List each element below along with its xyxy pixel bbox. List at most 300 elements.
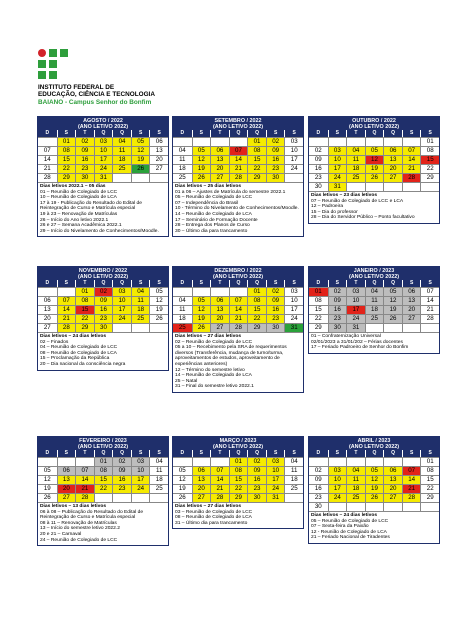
day-cell: 05 <box>365 146 384 155</box>
weekday-header-row <box>309 450 439 457</box>
weekday-label: T <box>210 130 229 137</box>
week-row <box>173 146 303 155</box>
day-cell: 01 <box>75 287 94 296</box>
week-row <box>38 457 168 466</box>
month-notes <box>38 332 168 370</box>
day-cell: 09 <box>112 466 131 475</box>
month-header <box>38 437 168 450</box>
day-cell: 10 <box>328 155 347 164</box>
day-cell <box>131 493 150 502</box>
day-cell: 11 <box>365 296 384 305</box>
day-cell <box>383 502 402 511</box>
day-cell: 29 <box>309 323 328 332</box>
school-days-count: Dias letivos – 27 dias letivos <box>175 334 242 339</box>
event-note: 04 – Reunião de Colegiado de LCC <box>40 345 118 351</box>
day-cell: 05 <box>149 287 168 296</box>
day-cell: 22 <box>420 164 439 173</box>
week-row <box>173 457 303 466</box>
event-note: 10 – Reunião de Colegiado de LCA <box>40 195 117 201</box>
day-cell <box>149 323 168 332</box>
day-cell: 03 <box>266 457 285 466</box>
day-cell: 07 <box>402 466 421 475</box>
day-cell: 03 <box>284 137 303 146</box>
weekday-label: S <box>420 130 439 137</box>
event-note: 06 à 08 – Publicação do Resultado do Edital de Reintegração de Curso e Matrícula especial <box>40 509 144 521</box>
day-cell: 20 <box>38 314 57 323</box>
day-cell: 13 <box>57 475 76 484</box>
day-cell: 26 <box>383 314 402 323</box>
event-note: 26 e 27 – Semana Acadêmica 2022.1 <box>40 223 122 229</box>
day-cell: 28 <box>229 323 248 332</box>
weekday-label: S <box>328 130 347 137</box>
day-cell: 12 <box>38 475 57 484</box>
week-row <box>173 155 303 164</box>
day-cell: 14 <box>210 475 229 484</box>
campus-name: BAIANO - Campus Senhor do Bonfim <box>38 98 152 106</box>
day-cell: 01 <box>420 457 439 466</box>
day-cell: 26 <box>365 173 384 182</box>
day-cell: 28 <box>229 173 248 182</box>
month-calendar <box>308 116 440 224</box>
event-note: 01 – Confraternização Universal <box>311 334 381 339</box>
day-cell: 23 <box>112 484 131 493</box>
weekday-header-row <box>38 450 168 457</box>
day-cell: 27 <box>402 314 421 323</box>
event-note: 14 – Reunião de Colegiado de LCA <box>175 211 252 217</box>
day-cell: 17 <box>284 305 303 314</box>
day-cell: 25 <box>346 493 365 502</box>
day-cell: 27 <box>192 493 211 502</box>
weekday-label: S <box>402 130 421 137</box>
month-calendar <box>172 266 304 393</box>
day-cell: 28 <box>402 493 421 502</box>
event-note: 05 – Reunião de Colegiado de LCC <box>311 518 389 524</box>
day-cell: 23 <box>247 484 266 493</box>
weekday-label: Q <box>383 450 402 457</box>
day-cell: 06 <box>210 296 229 305</box>
event-note: 28 – Dia do Servidor Público – Ponto facultativo <box>311 215 415 221</box>
day-cell: 07 <box>38 146 57 155</box>
day-cell <box>192 137 211 146</box>
day-cell: 30 <box>266 173 285 182</box>
weekday-header-row <box>173 130 303 137</box>
event-note: 21 – Feriado Nacional de Tiradentes <box>311 535 390 541</box>
day-cell <box>112 323 131 332</box>
day-cell: 27 <box>210 173 229 182</box>
event-note: 24 – Reunião de Colegiado de LCC <box>40 537 118 543</box>
month-notes <box>38 502 168 545</box>
day-cell: 21 <box>420 305 439 314</box>
day-cell: 09 <box>247 466 266 475</box>
weekday-label: D <box>38 130 57 137</box>
day-cell: 10 <box>112 296 131 305</box>
day-cell: 22 <box>247 314 266 323</box>
day-cell: 04 <box>131 287 150 296</box>
school-days-count: Dias letivos – 27 dias letivos <box>175 504 242 509</box>
day-cell: 19 <box>365 164 384 173</box>
event-note: 17 – Feriado Padroeiro de Senhor do Bonfim <box>311 345 409 351</box>
school-days-count: Dias letivos – 23 dias letivos <box>311 193 378 198</box>
day-cell: 26 <box>38 493 57 502</box>
weekday-label: S <box>149 450 168 457</box>
month-notes <box>309 511 439 543</box>
week-row <box>38 484 168 493</box>
day-cell: 01 <box>57 137 76 146</box>
day-cell: 29 <box>247 173 266 182</box>
day-cell: 07 <box>229 296 248 305</box>
day-cell: 21 <box>229 314 248 323</box>
event-note: 15 – Dia do professor <box>311 209 358 215</box>
day-cell: 29 <box>420 493 439 502</box>
month-title: FEVEREIRO / 2023 <box>79 437 127 444</box>
day-cell: 16 <box>309 484 328 493</box>
day-cell: 23 <box>266 314 285 323</box>
day-cell: 19 <box>383 305 402 314</box>
weekday-label: T <box>210 450 229 457</box>
day-cell: 10 <box>346 296 365 305</box>
month-calendar <box>172 436 304 529</box>
day-cell: 21 <box>402 164 421 173</box>
day-cell: 23 <box>309 493 328 502</box>
weekday-label: S <box>149 130 168 137</box>
event-note: 01 – Reunião de Colegiado de LCC <box>40 189 118 195</box>
day-cell: 22 <box>94 484 113 493</box>
month-title: NOVEMBRO / 2022 <box>78 267 128 274</box>
day-cell: 22 <box>247 164 266 173</box>
weekday-label: D <box>173 280 192 287</box>
day-cell: 04 <box>173 296 192 305</box>
day-cell <box>173 287 192 296</box>
weekday-label: Q <box>247 450 266 457</box>
event-note: 02 – Reunião de Colegiado de LCC <box>175 339 253 345</box>
day-cell <box>57 287 76 296</box>
day-cell: 17 <box>112 305 131 314</box>
day-cell <box>173 137 192 146</box>
day-cell: 28 <box>38 173 57 182</box>
weekday-label: S <box>131 280 150 287</box>
day-cell <box>309 457 328 466</box>
day-cell: 08 <box>247 146 266 155</box>
event-note: 08 – Reunião de Colegiado de LCA <box>175 515 252 521</box>
week-row <box>173 475 303 484</box>
day-cell: 18 <box>112 155 131 164</box>
day-cell: 16 <box>309 164 328 173</box>
event-note: 15 – Proclamação da República <box>40 356 110 362</box>
event-note: 03 – Reunião de Colegiado de LCC <box>175 509 253 515</box>
day-cell <box>38 287 57 296</box>
weekday-label: D <box>309 280 328 287</box>
event-note: 05 a 10 – Recebimento pela SRA de requerimentos diversos (Transferência, mudança de turno/turma, aproveitamentos de estudos, aproveitamento de experiências anteriores) <box>175 345 287 367</box>
weekday-label: Q <box>94 130 113 137</box>
month-subtitle: (ANO LETIVO 2022) <box>77 273 129 280</box>
weekday-label: S <box>402 280 421 287</box>
day-cell: 05 <box>192 296 211 305</box>
day-cell: 10 <box>284 296 303 305</box>
week-row <box>173 296 303 305</box>
day-cell: 16 <box>266 305 285 314</box>
school-days-count: Dias letivos – 25 dias letivos <box>175 184 242 189</box>
day-cell: 04 <box>112 137 131 146</box>
day-cell <box>402 323 421 332</box>
day-cell: 08 <box>309 296 328 305</box>
weekday-label: Q <box>383 280 402 287</box>
week-row <box>309 287 439 296</box>
day-cell: 09 <box>266 146 285 155</box>
week-row <box>173 493 303 502</box>
weekday-label: Q <box>112 450 131 457</box>
month-notes <box>173 502 303 528</box>
day-cell: 02 <box>309 466 328 475</box>
day-cell <box>328 457 347 466</box>
day-cell: 23 <box>75 164 94 173</box>
day-cell: 11 <box>284 466 303 475</box>
day-cell: 05 <box>383 287 402 296</box>
weekday-label: T <box>75 280 94 287</box>
weekday-label: D <box>309 130 328 137</box>
day-cell <box>38 137 57 146</box>
weekday-label: Q <box>365 280 384 287</box>
week-row <box>309 323 439 332</box>
day-cell: 21 <box>57 314 76 323</box>
day-cell: 14 <box>402 475 421 484</box>
day-cell: 27 <box>38 323 57 332</box>
day-cell: 02 <box>328 287 347 296</box>
month-title: SETEMBRO / 2022 <box>214 117 262 124</box>
day-cell: 18 <box>149 475 168 484</box>
week-row <box>173 484 303 493</box>
day-cell: 26 <box>149 314 168 323</box>
event-note: 19 à 23 – Renovação de Matrículas <box>40 211 118 217</box>
day-cell: 30 <box>328 323 347 332</box>
week-row <box>309 182 439 191</box>
day-cell <box>112 173 131 182</box>
week-row <box>173 305 303 314</box>
day-cell <box>402 457 421 466</box>
month-header <box>38 117 168 130</box>
week-row <box>38 155 168 164</box>
month-subtitle: (ANO LETIVO 2022) <box>212 273 264 280</box>
day-cell: 27 <box>383 173 402 182</box>
day-cell: 03 <box>112 287 131 296</box>
day-cell: 25 <box>173 323 192 332</box>
school-days-count: Dias letivos – 24 dias letivos <box>40 334 107 339</box>
weekday-label: Q <box>112 280 131 287</box>
day-cell: 05 <box>131 137 150 146</box>
day-cell: 28 <box>420 314 439 323</box>
month-subtitle: (ANO LETIVO 2022) <box>212 443 264 450</box>
day-cell: 12 <box>383 296 402 305</box>
day-cell: 08 <box>75 296 94 305</box>
week-row <box>38 305 168 314</box>
day-cell: 10 <box>94 146 113 155</box>
day-cell: 05 <box>173 466 192 475</box>
week-row <box>309 466 439 475</box>
day-cell: 01 <box>94 457 113 466</box>
week-row <box>38 287 168 296</box>
day-cell: 31 <box>328 182 347 191</box>
day-cell: 04 <box>365 287 384 296</box>
day-cell: 31 <box>94 173 113 182</box>
day-cell: 02 <box>309 146 328 155</box>
day-cell: 25 <box>365 314 384 323</box>
day-cell: 11 <box>346 475 365 484</box>
weekday-label: D <box>173 130 192 137</box>
month-title: DEZEMBRO / 2022 <box>214 267 262 274</box>
weekday-label: S <box>57 450 76 457</box>
weekday-header-row <box>38 130 168 137</box>
day-cell: 22 <box>75 314 94 323</box>
day-cell: 16 <box>328 305 347 314</box>
day-cell <box>75 457 94 466</box>
day-cell: 26 <box>192 323 211 332</box>
event-note: 28 – Entrega dos Planos de Curso <box>175 223 250 229</box>
day-cell: 30 <box>75 173 94 182</box>
weekday-label: D <box>38 450 57 457</box>
day-cell: 11 <box>346 155 365 164</box>
day-cell: 04 <box>346 466 365 475</box>
weekday-header-row <box>38 280 168 287</box>
day-cell: 01 <box>247 137 266 146</box>
day-cell: 24 <box>266 484 285 493</box>
day-cell: 14 <box>57 305 76 314</box>
event-note: 07 – Sexta-feira da Paixão <box>311 524 369 530</box>
day-cell: 07 <box>402 146 421 155</box>
day-cell <box>420 502 439 511</box>
week-row <box>38 296 168 305</box>
day-cell: 30 <box>266 323 285 332</box>
month-notes <box>309 191 439 223</box>
month-calendar <box>308 266 440 354</box>
day-cell <box>173 457 192 466</box>
month-subtitle: (ANO LETIVO 2022) <box>212 123 264 130</box>
day-cell: 02 <box>266 137 285 146</box>
month-header <box>309 437 439 450</box>
weekday-label: S <box>131 450 150 457</box>
day-cell: 11 <box>112 146 131 155</box>
day-cell: 19 <box>365 484 384 493</box>
day-cell: 08 <box>247 296 266 305</box>
day-cell: 25 <box>112 164 131 173</box>
weekday-label: T <box>346 450 365 457</box>
week-row <box>309 502 439 511</box>
event-note: 31 – Último dia para trancamento <box>175 520 248 526</box>
day-cell: 05 <box>38 466 57 475</box>
event-note: 01 a 06 – Ajustes de Matrícula do semestre 2022.1 <box>175 189 286 195</box>
month-notes <box>309 332 439 353</box>
weekday-label: T <box>346 130 365 137</box>
event-note: 08 – Reunião de Colegiado de LCA <box>40 350 117 356</box>
day-cell: 12 <box>192 305 211 314</box>
weekday-label: S <box>266 450 285 457</box>
month-header <box>173 267 303 280</box>
institution-name <box>38 84 155 106</box>
month-title: ABRIL / 2023 <box>357 437 391 444</box>
weekday-label: T <box>346 280 365 287</box>
weekday-label: Q <box>365 130 384 137</box>
day-cell: 22 <box>229 484 248 493</box>
event-note: 12 – Término do semestre letivo <box>175 367 245 373</box>
week-row <box>173 164 303 173</box>
day-cell <box>365 502 384 511</box>
day-cell: 05 <box>192 146 211 155</box>
weekday-label: S <box>192 280 211 287</box>
day-cell: 09 <box>75 146 94 155</box>
day-cell <box>309 137 328 146</box>
day-cell: 06 <box>383 466 402 475</box>
month-title: OUTUBRO / 2022 <box>352 117 396 124</box>
day-cell: 23 <box>309 173 328 182</box>
week-row <box>309 305 439 314</box>
weekday-label: S <box>131 130 150 137</box>
week-row <box>38 493 168 502</box>
event-note: 08 à 11 – Renovação de Matrículas <box>40 520 117 526</box>
event-note: 29 – Início do Nivelamento de Conhecimentos/Moodle. <box>40 228 159 234</box>
day-cell: 02 <box>112 457 131 466</box>
weekday-label: Q <box>94 280 113 287</box>
month-notes <box>173 182 303 236</box>
event-note: 17 à 19 - Publicação do Resultado do Edital de Reintegração de Curso e Matrícula especial <box>40 200 142 212</box>
day-cell: 16 <box>247 475 266 484</box>
day-cell: 08 <box>57 146 76 155</box>
day-cell <box>402 137 421 146</box>
weekday-label: S <box>284 280 303 287</box>
day-cell: 15 <box>247 155 266 164</box>
day-cell: 18 <box>346 164 365 173</box>
day-cell <box>420 323 439 332</box>
day-cell: 24 <box>284 314 303 323</box>
day-cell: 27 <box>149 164 168 173</box>
month-header <box>309 117 439 130</box>
month-header <box>173 437 303 450</box>
day-cell: 17 <box>328 164 347 173</box>
weekday-label: D <box>38 280 57 287</box>
day-cell: 07 <box>75 466 94 475</box>
weekday-label: S <box>266 280 285 287</box>
day-cell <box>346 182 365 191</box>
day-cell: 25 <box>173 173 192 182</box>
week-row <box>309 314 439 323</box>
month-subtitle: (ANO LETIVO 2022) <box>77 443 129 450</box>
day-cell: 15 <box>94 475 113 484</box>
day-cell <box>346 502 365 511</box>
day-cell: 16 <box>112 475 131 484</box>
day-cell: 06 <box>38 296 57 305</box>
institution-line1: INSTITUTO FEDERAL DE <box>38 84 115 91</box>
day-cell: 03 <box>346 287 365 296</box>
day-cell: 03 <box>328 146 347 155</box>
day-cell: 19 <box>131 155 150 164</box>
day-cell <box>383 182 402 191</box>
event-note: 17 – Seminário de Formação Docente <box>175 217 258 223</box>
day-cell: 31 <box>346 323 365 332</box>
day-cell <box>210 287 229 296</box>
day-cell: 15 <box>420 475 439 484</box>
weekday-label: D <box>173 450 192 457</box>
day-cell: 15 <box>420 155 439 164</box>
event-note: 25 – Natal <box>175 378 198 384</box>
month-calendar <box>308 436 440 544</box>
day-cell <box>346 457 365 466</box>
month-title: MARÇO / 2023 <box>219 437 257 444</box>
weekday-header-row <box>173 450 303 457</box>
day-cell <box>402 182 421 191</box>
day-cell: 24 <box>346 314 365 323</box>
day-cell: 26 <box>131 164 150 173</box>
day-cell: 29 <box>420 173 439 182</box>
day-cell: 04 <box>149 457 168 466</box>
event-note: 07 – Reunião de Colegiado de LCC e LCA <box>311 198 404 204</box>
day-cell: 01 <box>420 137 439 146</box>
